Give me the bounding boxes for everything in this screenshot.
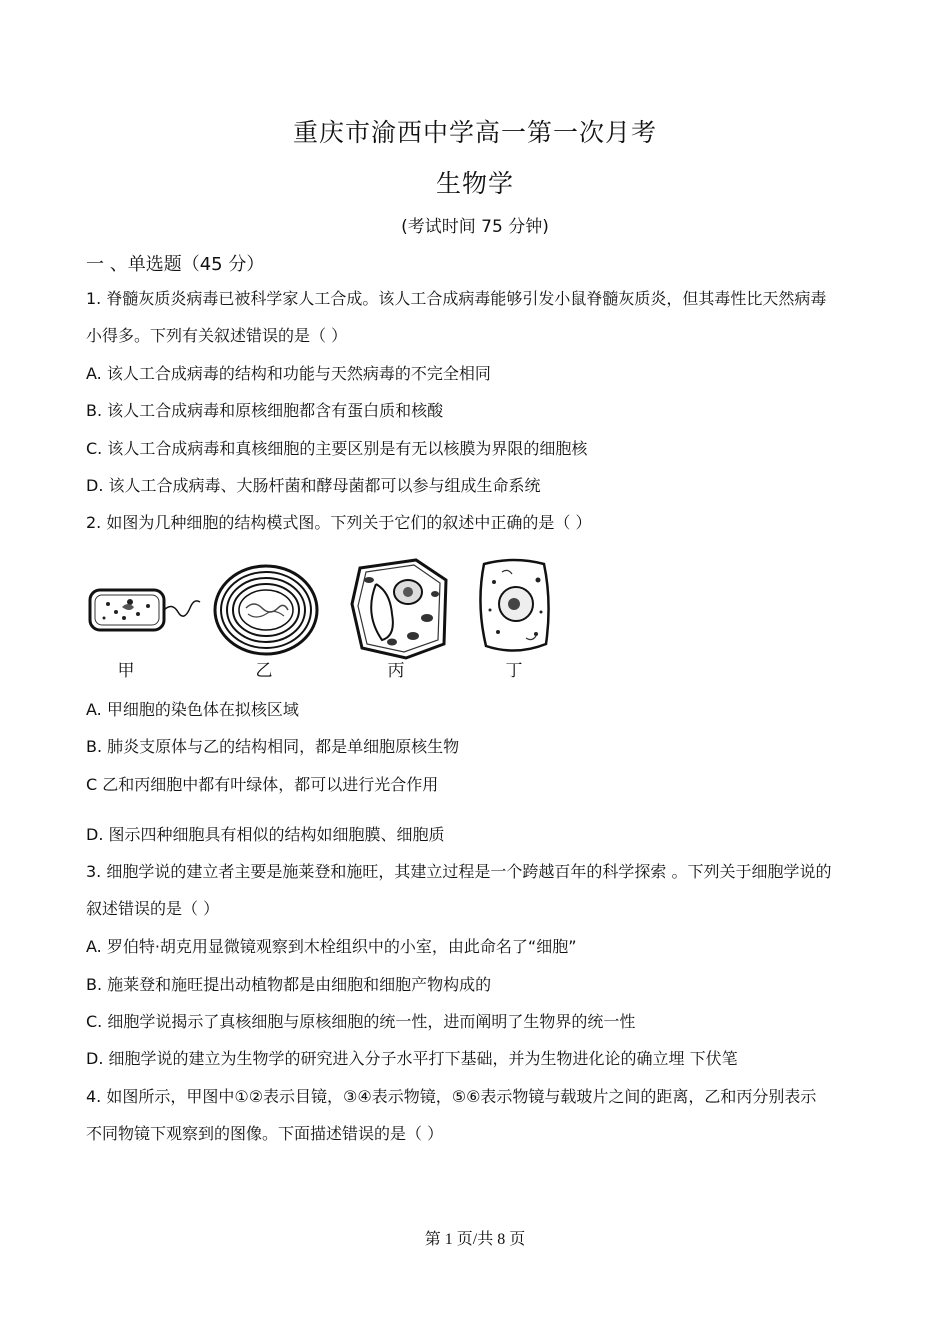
q3-option-c: C. 细胞学说揭示了真核细胞与原核细胞的统一性，进而阐明了生物界的统一性 <box>86 1012 636 1031</box>
q2-option-b: B. 肺炎支原体与乙的结构相同，都是单细胞原核生物 <box>86 737 460 756</box>
q1-option-a: A. 该人工合成病毒的结构和功能与天然病毒的不完全相同 <box>86 364 491 383</box>
q3-stem-line2: 叙述错误的是（ ） <box>86 899 220 918</box>
cell-yi-illustration <box>215 566 317 654</box>
cell-label-bing: 丙 <box>387 661 405 681</box>
q2-option-d: D. 图示四种细胞具有相似的结构如细胞膜、细胞质 <box>86 825 445 844</box>
q4-stem-line1: 4. 如图所示，甲图中①②表示目镜，③④表示物镜，⑤⑥表示物镜与载玻片之间的距离，乙和丙分别表示 <box>86 1087 817 1106</box>
subject-title: 生物学 <box>435 169 514 198</box>
cell-structure-figure <box>86 552 566 682</box>
q3-option-a: A. 罗伯特·胡克用显微镜观察到木栓组织中的小室，由此命名了“细胞” <box>86 937 577 956</box>
cell-ding-illustration <box>480 560 548 651</box>
q4-stem-line2: 不同物镜下观察到的图像。下面描述错误的是（ ） <box>86 1124 444 1143</box>
cell-label-ding: 丁 <box>505 661 523 681</box>
q1-stem-line1: 1. 脊髓灰质炎病毒已被科学家人工合成。该人工合成病毒能够引发小鼠脊髓灰质炎，但其毒性比天然病毒 <box>86 289 827 308</box>
q1-option-c: C. 该人工合成病毒和真核细胞的主要区别是有无以核膜为界限的细胞核 <box>86 439 588 458</box>
q1-option-d: D. 该人工合成病毒、大肠杆菌和酵母菌都可以参与组成生命系统 <box>86 476 541 495</box>
q2-stem-line1: 2. 如图为几种细胞的结构模式图。下列关于它们的叙述中正确的是（ ） <box>86 513 592 532</box>
q3-stem-line1: 3. 细胞学说的建立者主要是施莱登和施旺，其建立过程是一个跨越百年的科学探索 。下列关于细胞学说的 <box>86 862 832 881</box>
exam-time: (考试时间 75 分钟) <box>401 217 549 237</box>
q1-option-b: B. 该人工合成病毒和原核细胞都含有蛋白质和核酸 <box>86 401 444 420</box>
exam-title: 重庆市渝西中学高一第一次月考 <box>292 118 657 147</box>
section-heading: 一 、单选题（45 分） <box>86 254 265 275</box>
q1-stem-line2: 小得多。下列有关叙述错误的是（ ） <box>86 326 348 345</box>
cell-jia-illustration <box>90 590 200 630</box>
q3-option-b: B. 施莱登和施旺提出动植物都是由细胞和细胞产物构成的 <box>86 975 492 994</box>
cell-bing-illustration <box>352 560 446 658</box>
cell-label-jia: 甲 <box>117 661 135 681</box>
q3-option-d: D. 细胞学说的建立为生物学的研究进入分子水平打下基础，并为生物进化论的确立埋 下伏笔 <box>86 1049 738 1068</box>
cell-label-yi: 乙 <box>255 661 273 681</box>
page-footer: 第 1 页/共 8 页 <box>424 1231 526 1248</box>
q2-option-c: C 乙和丙细胞中都有叶绿体，都可以进行光合作用 <box>86 775 439 794</box>
q2-option-a: A. 甲细胞的染色体在拟核区域 <box>86 700 299 719</box>
